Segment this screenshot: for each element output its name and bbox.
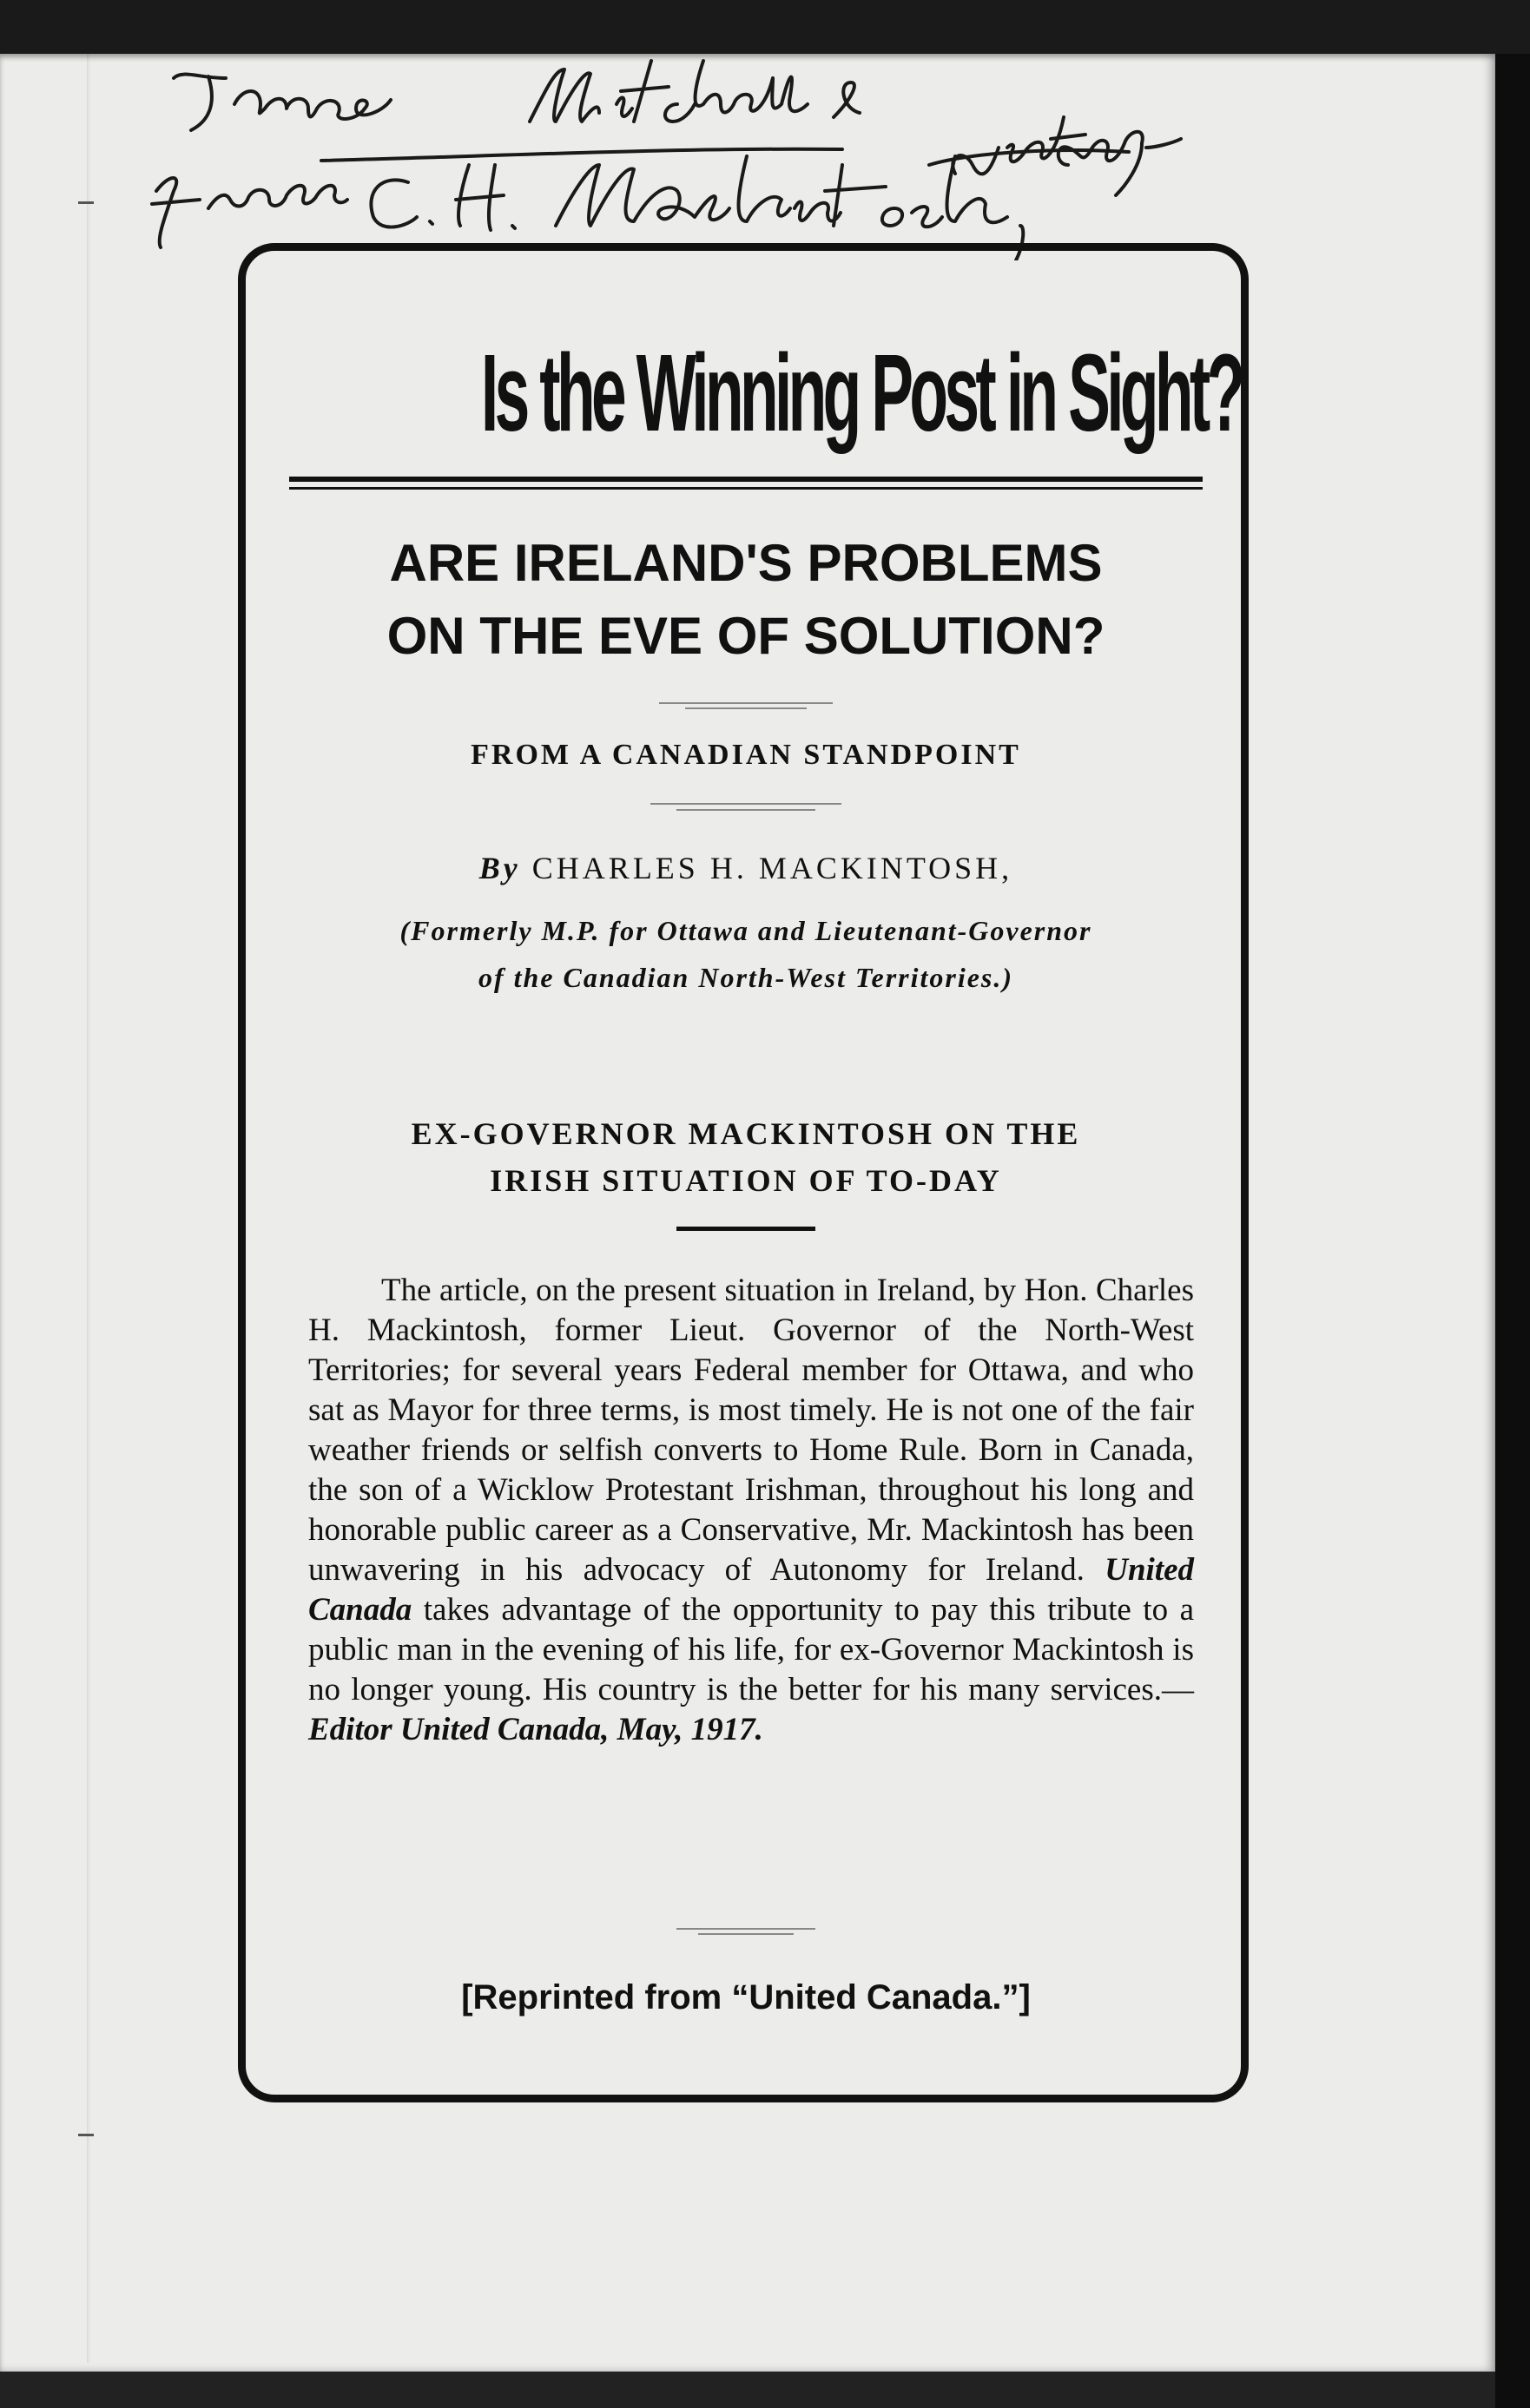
divider <box>698 1933 794 1935</box>
divider <box>659 702 833 704</box>
title-rule-thick <box>289 477 1203 482</box>
page-title: Is the Winning Post in Sight? <box>480 332 1242 454</box>
divider <box>676 809 815 811</box>
section-heading-line-2: IRISH SITUATION OF TO-DAY <box>490 1163 1002 1198</box>
subtitle <box>289 527 1203 673</box>
scan-bottom-edge <box>0 2372 1495 2408</box>
credentials-line-2: of the Canadian North-West Territories.) <box>478 962 1014 993</box>
standpoint-heading: FROM A CANADIAN STANDPOINT <box>471 739 1021 771</box>
subtitle-line-2: ON THE EVE OF SOLUTION? <box>386 607 1105 665</box>
reprint-notice: [Reprinted from “United Canada.”] <box>461 1978 1031 2017</box>
author-credentials <box>289 907 1203 1001</box>
paper-fold-shadow <box>87 54 90 2363</box>
section-rule <box>676 1227 815 1231</box>
title-page-frame <box>238 243 1249 2102</box>
article-part-2: takes advantage of the opportunity to pay this tribute to a public man in the evening of his life, for ex-Governor Mackintosh is no longer young. His country is the better for his many services.— <box>308 1592 1195 1707</box>
byline-author: CHARLES H. MACKINTOSH, <box>531 851 1013 885</box>
article-signoff: Editor United Canada, May, 1917. <box>308 1712 763 1747</box>
title-rule-thin <box>289 487 1203 490</box>
divider <box>685 707 807 709</box>
margin-tick <box>78 2134 94 2136</box>
subtitle-line-1: ARE IRELAND'S PROBLEMS <box>389 534 1103 592</box>
signature-drawing <box>148 52 1233 260</box>
credentials-line-1: (Formerly M.P. for Ottawa and Lieutenant-Governor <box>399 915 1092 946</box>
article-text <box>308 1271 1194 1750</box>
divider <box>676 1928 815 1930</box>
handwritten-signature <box>148 52 1233 260</box>
divider <box>650 803 841 805</box>
scan-right-edge <box>1495 54 1530 2408</box>
byline <box>289 850 1203 886</box>
section-heading-line-1: EX-GOVERNOR MACKINTOSH ON THE <box>411 1116 1081 1151</box>
article-part-1: The article, on the present situation in Ireland, by Hon. Charles H. Mackintosh, former Lieut. Governor of the North-West Territories; for several years Federal member for Ottawa, and who sat as Mayor for three terms, is most timely. He is not one of the fair weather friends or selfish converts to Home Rule. Born in Canada, the son of a Wicklow Protestant Irishman, throughout his long and honorable public career as a Conservative, Mr. Mackintosh has been unwavering in his advocacy of Autonomy for Ireland. <box>308 1273 1194 1588</box>
frame-content <box>289 251 1242 2095</box>
margin-tick <box>78 201 94 204</box>
byline-by: By <box>478 851 521 885</box>
section-heading <box>289 1110 1203 1204</box>
article-italic-1: United Canada <box>308 1552 1194 1628</box>
